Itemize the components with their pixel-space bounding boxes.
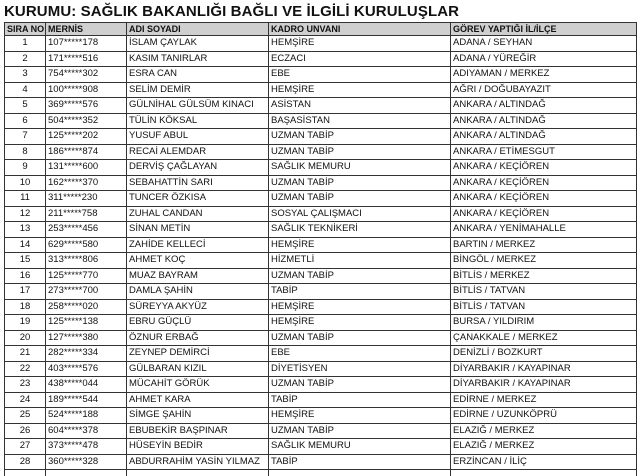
location-cell: BİNGÖL / MERKEZ	[451, 253, 637, 269]
title-cell: UZMAN TABİP	[269, 129, 451, 145]
title-cell: TABİP	[269, 284, 451, 300]
name-cell: EBUBEKİR BAŞPINAR	[127, 423, 269, 439]
name-cell: GÜLNİHAL GÜLSÜM KINACI	[127, 98, 269, 114]
name-cell: ZUHAL CANDAN	[127, 206, 269, 222]
mernis-cell: 100*****908	[46, 82, 127, 98]
title-cell: TABİP	[269, 454, 451, 470]
location-cell: ADIYAMAN / MERKEZ	[451, 67, 637, 83]
name-cell: RECAİ ALEMDAR	[127, 144, 269, 160]
location-cell: BİTLİS / TATVAN	[451, 284, 637, 300]
partial-cell	[5, 470, 46, 476]
location-cell: ANKARA / YENİMAHALLE	[451, 222, 637, 238]
mernis-cell: 258*****020	[46, 299, 127, 315]
location-cell: DİYARBAKIR / KAYAPINAR	[451, 361, 637, 377]
table-row	[5, 253, 637, 269]
sira-no-cell: 28	[5, 454, 46, 470]
sira-no-cell: 22	[5, 361, 46, 377]
title-cell: SAĞLIK MEMURU	[269, 439, 451, 455]
sira-no-cell: 23	[5, 377, 46, 393]
name-cell: İSLAM ÇAYLAK	[127, 36, 269, 52]
name-cell: MUAZ BAYRAM	[127, 268, 269, 284]
title-cell: HEMŞİRE	[269, 315, 451, 331]
sira-no-cell: 16	[5, 268, 46, 284]
column-header-sira-no: SIRA NO	[5, 23, 46, 36]
location-cell: ADANA / SEYHAN	[451, 36, 637, 52]
location-cell: ELAZIĞ / MERKEZ	[451, 423, 637, 439]
location-cell: ANKARA / ALTINDAĞ	[451, 129, 637, 145]
location-cell: EDİRNE / MERKEZ	[451, 392, 637, 408]
title-cell: HEMŞİRE	[269, 299, 451, 315]
sira-no-cell: 24	[5, 392, 46, 408]
mernis-cell: 125*****138	[46, 315, 127, 331]
name-cell: ZAHİDE KELLECİ	[127, 237, 269, 253]
table-row	[5, 423, 637, 439]
name-cell: SİMGE ŞAHİN	[127, 408, 269, 424]
sira-no-cell: 18	[5, 299, 46, 315]
sira-no-cell: 1	[5, 36, 46, 52]
sira-no-cell: 26	[5, 423, 46, 439]
sira-no-cell: 3	[5, 67, 46, 83]
table-row	[5, 361, 637, 377]
location-cell: EDİRNE / UZUNKÖPRÜ	[451, 408, 637, 424]
mernis-cell: 360*****328	[46, 454, 127, 470]
sira-no-cell: 20	[5, 330, 46, 346]
location-cell: BİTLİS / TATVAN	[451, 299, 637, 315]
mernis-cell: 438*****044	[46, 377, 127, 393]
name-cell: ESRA CAN	[127, 67, 269, 83]
table-row	[5, 206, 637, 222]
name-cell: SELİM DEMİR	[127, 82, 269, 98]
name-cell: DERVİŞ ÇAĞLAYAN	[127, 160, 269, 176]
location-cell: ANKARA / ALTINDAĞ	[451, 98, 637, 114]
name-cell: DAMLA ŞAHİN	[127, 284, 269, 300]
location-cell: ADANA / YÜREĞİR	[451, 51, 637, 67]
title-cell: SOSYAL ÇALIŞMACI	[269, 206, 451, 222]
sira-no-cell: 5	[5, 98, 46, 114]
title-cell: ECZACI	[269, 51, 451, 67]
sira-no-cell: 12	[5, 206, 46, 222]
title-cell: DİYETİSYEN	[269, 361, 451, 377]
name-cell: SÜREYYA AKYÜZ	[127, 299, 269, 315]
partial-cell	[451, 470, 637, 476]
table-row	[5, 67, 637, 83]
column-header-kadro-unvani: KADRO UNVANI	[269, 23, 451, 36]
name-cell: YUSUF ABUL	[127, 129, 269, 145]
sira-no-cell: 19	[5, 315, 46, 331]
mernis-cell: 125*****202	[46, 129, 127, 145]
location-cell: ERZİNCAN / İLİÇ	[451, 454, 637, 470]
mernis-cell: 282*****334	[46, 346, 127, 362]
location-cell: ANKARA / KEÇİÖREN	[451, 160, 637, 176]
title-cell: EBE	[269, 346, 451, 362]
mernis-cell: 107*****178	[46, 36, 127, 52]
title-cell: UZMAN TABİP	[269, 144, 451, 160]
title-cell: SAĞLIK TEKNİKERİ	[269, 222, 451, 238]
location-cell: ÇANAKKALE / MERKEZ	[451, 330, 637, 346]
table-row	[5, 330, 637, 346]
sira-no-cell: 11	[5, 191, 46, 207]
sira-no-cell: 6	[5, 113, 46, 129]
table-row	[5, 237, 637, 253]
table-row	[5, 392, 637, 408]
title-cell: UZMAN TABİP	[269, 377, 451, 393]
title-cell: HEMŞİRE	[269, 408, 451, 424]
location-cell: ANKARA / ALTINDAĞ	[451, 113, 637, 129]
name-cell: HÜSEYİN BEDİR	[127, 439, 269, 455]
location-cell: ANKARA / KEÇİÖREN	[451, 206, 637, 222]
sira-no-cell: 4	[5, 82, 46, 98]
mernis-cell: 253*****456	[46, 222, 127, 238]
name-cell: TÜLİN KÖKSAL	[127, 113, 269, 129]
mernis-cell: 504*****352	[46, 113, 127, 129]
location-cell: BİTLİS / MERKEZ	[451, 268, 637, 284]
table-row	[5, 144, 637, 160]
table-row	[5, 191, 637, 207]
title-cell: HEMŞİRE	[269, 36, 451, 52]
location-cell: BURSA / YILDIRIM	[451, 315, 637, 331]
table-row	[5, 454, 637, 470]
title-cell: ASİSTAN	[269, 98, 451, 114]
location-cell: AĞRI / DOĞUBAYAZIT	[451, 82, 637, 98]
title-cell: UZMAN TABİP	[269, 175, 451, 191]
location-cell: BARTIN / MERKEZ	[451, 237, 637, 253]
table-row	[5, 36, 637, 52]
name-cell: KASIM TANIRLAR	[127, 51, 269, 67]
title-cell: HİZMETLİ	[269, 253, 451, 269]
mernis-cell: 125*****770	[46, 268, 127, 284]
table-row	[5, 222, 637, 238]
sira-no-cell: 21	[5, 346, 46, 362]
mernis-cell: 211*****758	[46, 206, 127, 222]
sira-no-cell: 7	[5, 129, 46, 145]
personnel-table	[4, 22, 637, 476]
mernis-cell: 131*****600	[46, 160, 127, 176]
location-cell: ANKARA / ETİMESGUT	[451, 144, 637, 160]
sira-no-cell: 8	[5, 144, 46, 160]
location-cell: DİYARBAKIR / KAYAPINAR	[451, 377, 637, 393]
sira-no-cell: 9	[5, 160, 46, 176]
title-cell: UZMAN TABİP	[269, 330, 451, 346]
table-header-row	[5, 23, 637, 36]
table-row	[5, 299, 637, 315]
sira-no-cell: 25	[5, 408, 46, 424]
title-cell: HEMŞİRE	[269, 82, 451, 98]
name-cell: ÖZNUR ERBAĞ	[127, 330, 269, 346]
name-cell: GÜLBARAN KIZIL	[127, 361, 269, 377]
partial-cell	[46, 470, 127, 476]
mernis-cell: 369*****576	[46, 98, 127, 114]
title-cell: TABİP	[269, 392, 451, 408]
mernis-cell: 171*****516	[46, 51, 127, 67]
table-row	[5, 408, 637, 424]
table-row	[5, 439, 637, 455]
column-header-adi-soyadi: ADI SOYADI	[127, 23, 269, 36]
table-row-partial	[5, 470, 637, 476]
location-cell: ELAZIĞ / MERKEZ	[451, 439, 637, 455]
sira-no-cell: 14	[5, 237, 46, 253]
title-cell: UZMAN TABİP	[269, 191, 451, 207]
table-row	[5, 284, 637, 300]
table-row	[5, 268, 637, 284]
mernis-cell: 189*****544	[46, 392, 127, 408]
mernis-cell: 273*****700	[46, 284, 127, 300]
sira-no-cell: 17	[5, 284, 46, 300]
sira-no-cell: 2	[5, 51, 46, 67]
table-row	[5, 160, 637, 176]
location-cell: ANKARA / KEÇİÖREN	[451, 175, 637, 191]
name-cell: EBRU GÜÇLÜ	[127, 315, 269, 331]
mernis-cell: 311*****230	[46, 191, 127, 207]
partial-cell	[127, 470, 269, 476]
mernis-cell: 373*****478	[46, 439, 127, 455]
title-cell: EBE	[269, 67, 451, 83]
name-cell: TUNCER ÖZKISA	[127, 191, 269, 207]
title-cell: BAŞASİSTAN	[269, 113, 451, 129]
sira-no-cell: 13	[5, 222, 46, 238]
mernis-cell: 127*****380	[46, 330, 127, 346]
title-cell: UZMAN TABİP	[269, 268, 451, 284]
location-cell: ANKARA / KEÇİÖREN	[451, 191, 637, 207]
table-row	[5, 98, 637, 114]
name-cell: MÜCAHİT GÖRÜK	[127, 377, 269, 393]
partial-cell	[269, 470, 451, 476]
name-cell: SİNAN METİN	[127, 222, 269, 238]
document-title: KURUMU: SAĞLIK BAKANLIĞI BAĞLI VE İLGİLİ KURULUŞLAR	[4, 3, 459, 20]
name-cell: ZEYNEP DEMİRCİ	[127, 346, 269, 362]
name-cell: AHMET KOÇ	[127, 253, 269, 269]
table-row	[5, 51, 637, 67]
table-row	[5, 346, 637, 362]
mernis-cell: 604*****378	[46, 423, 127, 439]
name-cell: AHMET KARA	[127, 392, 269, 408]
table-row	[5, 129, 637, 145]
table-row	[5, 377, 637, 393]
mernis-cell: 162*****370	[46, 175, 127, 191]
title-cell: SAĞLIK MEMURU	[269, 160, 451, 176]
mernis-cell: 524*****188	[46, 408, 127, 424]
title-cell: UZMAN TABİP	[269, 423, 451, 439]
mernis-cell: 629*****580	[46, 237, 127, 253]
column-header-gorev-yeri: GÖREV YAPTIĞI İL/İLÇE	[451, 23, 637, 36]
name-cell: SEBAHATTİN SARI	[127, 175, 269, 191]
sira-no-cell: 10	[5, 175, 46, 191]
sira-no-cell: 15	[5, 253, 46, 269]
table-row	[5, 82, 637, 98]
table-row	[5, 113, 637, 129]
table-row	[5, 175, 637, 191]
table-row	[5, 315, 637, 331]
column-header-mernis: MERNİS	[46, 23, 127, 36]
location-cell: DENİZLİ / BOZKURT	[451, 346, 637, 362]
mernis-cell: 186*****874	[46, 144, 127, 160]
mernis-cell: 403*****576	[46, 361, 127, 377]
sira-no-cell: 27	[5, 439, 46, 455]
name-cell: ABDURRAHİM YASİN YILMAZ	[127, 454, 269, 470]
mernis-cell: 754*****302	[46, 67, 127, 83]
mernis-cell: 313*****806	[46, 253, 127, 269]
title-cell: HEMŞİRE	[269, 237, 451, 253]
